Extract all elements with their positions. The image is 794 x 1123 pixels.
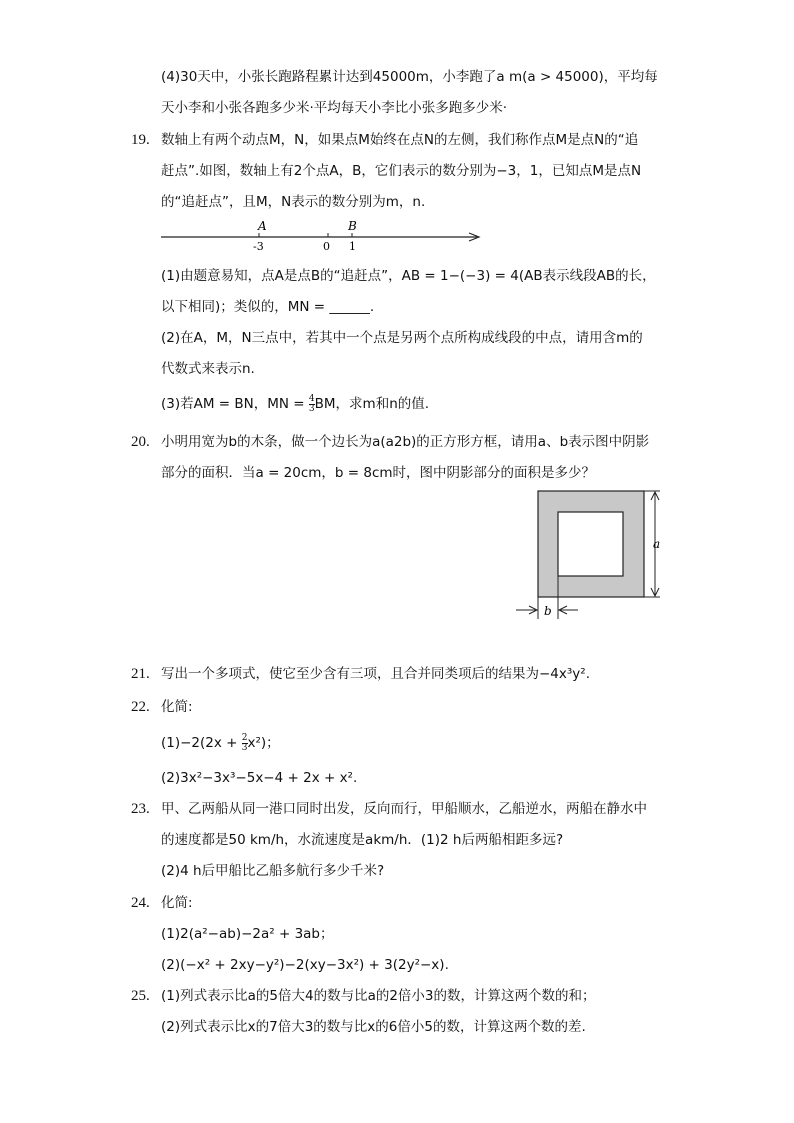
label-a: A [258, 219, 267, 233]
q18-part4-line1: (4)30天中，小张长跑路程累计达到45000m，小李跑了a m(a > 45000)，平均每 [161, 69, 658, 85]
q24-part2: (2)(−x² + 2xy−y²)−2(xy−3x²) + 3(2y²−x). [161, 957, 449, 973]
q23-number: 23. [131, 801, 150, 817]
q18-part4-line2: 天小李和小张各跑多少米·平均每天小李比小张多跑多少米· [161, 100, 508, 116]
dim-label-a: a [653, 537, 661, 551]
q19-part3-prefix: (3)若AM = BN，MN = [161, 396, 309, 412]
tick-label-0: 0 [323, 240, 330, 253]
q22-part1 [161, 733, 280, 753]
q25-part2: (2)列式表示比x的7倍大3的数与比x的6倍小5的数，计算这两个数的差. [161, 1019, 586, 1035]
tick-label-neg3: -3 [253, 240, 264, 253]
q19-stem-line2: 赶点”.如图，数轴上有2个点A，B，它们表示的数分别为−3，1，已知点M是点N [161, 163, 642, 179]
q20-line1: 小明用宽为b的木条，做一个边长为a(a2b)的正方形方框，请用a、b表示图中阴影 [161, 434, 650, 450]
q22-part2: (2)3x²−3x³−5x−4 + 2x + x². [161, 770, 358, 786]
q22-part1-suffix: x²)； [247, 735, 280, 751]
q20-number: 20. [131, 434, 150, 450]
number-line-figure [155, 216, 490, 254]
q21-text: 写出一个多项式，使它至少含有三项，且合并同类项后的结果为−4x³y². [161, 666, 590, 682]
q24-number: 24. [131, 895, 150, 911]
q20-line2: 部分的面积．当a = 20cm，b = 8cm时，图中阴影部分的面积是多少？ [161, 465, 596, 481]
q25-part1: (1)列式表示比a的5倍大4的数与比a的2倍小3的数，计算这两个数的和； [161, 988, 596, 1004]
fraction-four-thirds: $\frac{4}{3}$ [308, 393, 315, 414]
q19-stem-line3: 的“追赶点”，且M，N表示的数分别为m，n. [161, 194, 426, 210]
q24-part1: (1)2(a²−ab)−2a² + 3ab； [161, 926, 334, 942]
q23-line1: 甲、乙两船从同一港口同时出发，反向而行，甲船顺水，乙船逆水，两船在静水中 [161, 801, 647, 817]
q19-part3-suffix: BM，求m和n的值. [314, 396, 430, 412]
q19-part1-line1: (1)由题意易知，点A是点B的“追赶点”，AB = 1−(−3) = 4(AB表示线段AB的长， [161, 268, 656, 284]
q22-title: 化简: [161, 699, 193, 715]
q22-part1-prefix: (1)−2(2x + [161, 735, 242, 751]
frame-inner-square [558, 512, 623, 576]
q19-number: 19. [131, 132, 150, 148]
tick-label-1: 1 [349, 240, 356, 253]
fraction-two-thirds: $\frac{2}{3}$ [241, 732, 248, 753]
q23-line2: 的速度都是50 km/h，水流速度是akm/h．(1)2 h后两船相距多远? [161, 832, 564, 848]
label-b: B [348, 219, 357, 233]
q23-line3: (2)4 h后甲船比乙船多航行多少千米? [161, 863, 385, 879]
q19-part3 [161, 394, 429, 414]
q19-part1-line2: 以下相同)；类似的，MN = ______. [161, 299, 375, 315]
q24-title: 化简: [161, 895, 193, 911]
q19-part2-line1: (2)在A，M，N三点中，若其中一个点是另两个点所构成线段的中点，请用含m的 [161, 330, 643, 346]
dim-label-b: b [544, 604, 552, 618]
q21-number: 21. [131, 666, 150, 682]
q22-number: 22. [131, 699, 150, 715]
q19-stem-line1: 数轴上有两个动点M，N，如果点M始终在点N的左侧，我们称作点M是点N的“追 [161, 132, 639, 148]
q25-number: 25. [131, 988, 150, 1004]
q19-part2-line2: 代数式来表示n. [161, 361, 255, 377]
square-frame-figure [510, 485, 680, 625]
